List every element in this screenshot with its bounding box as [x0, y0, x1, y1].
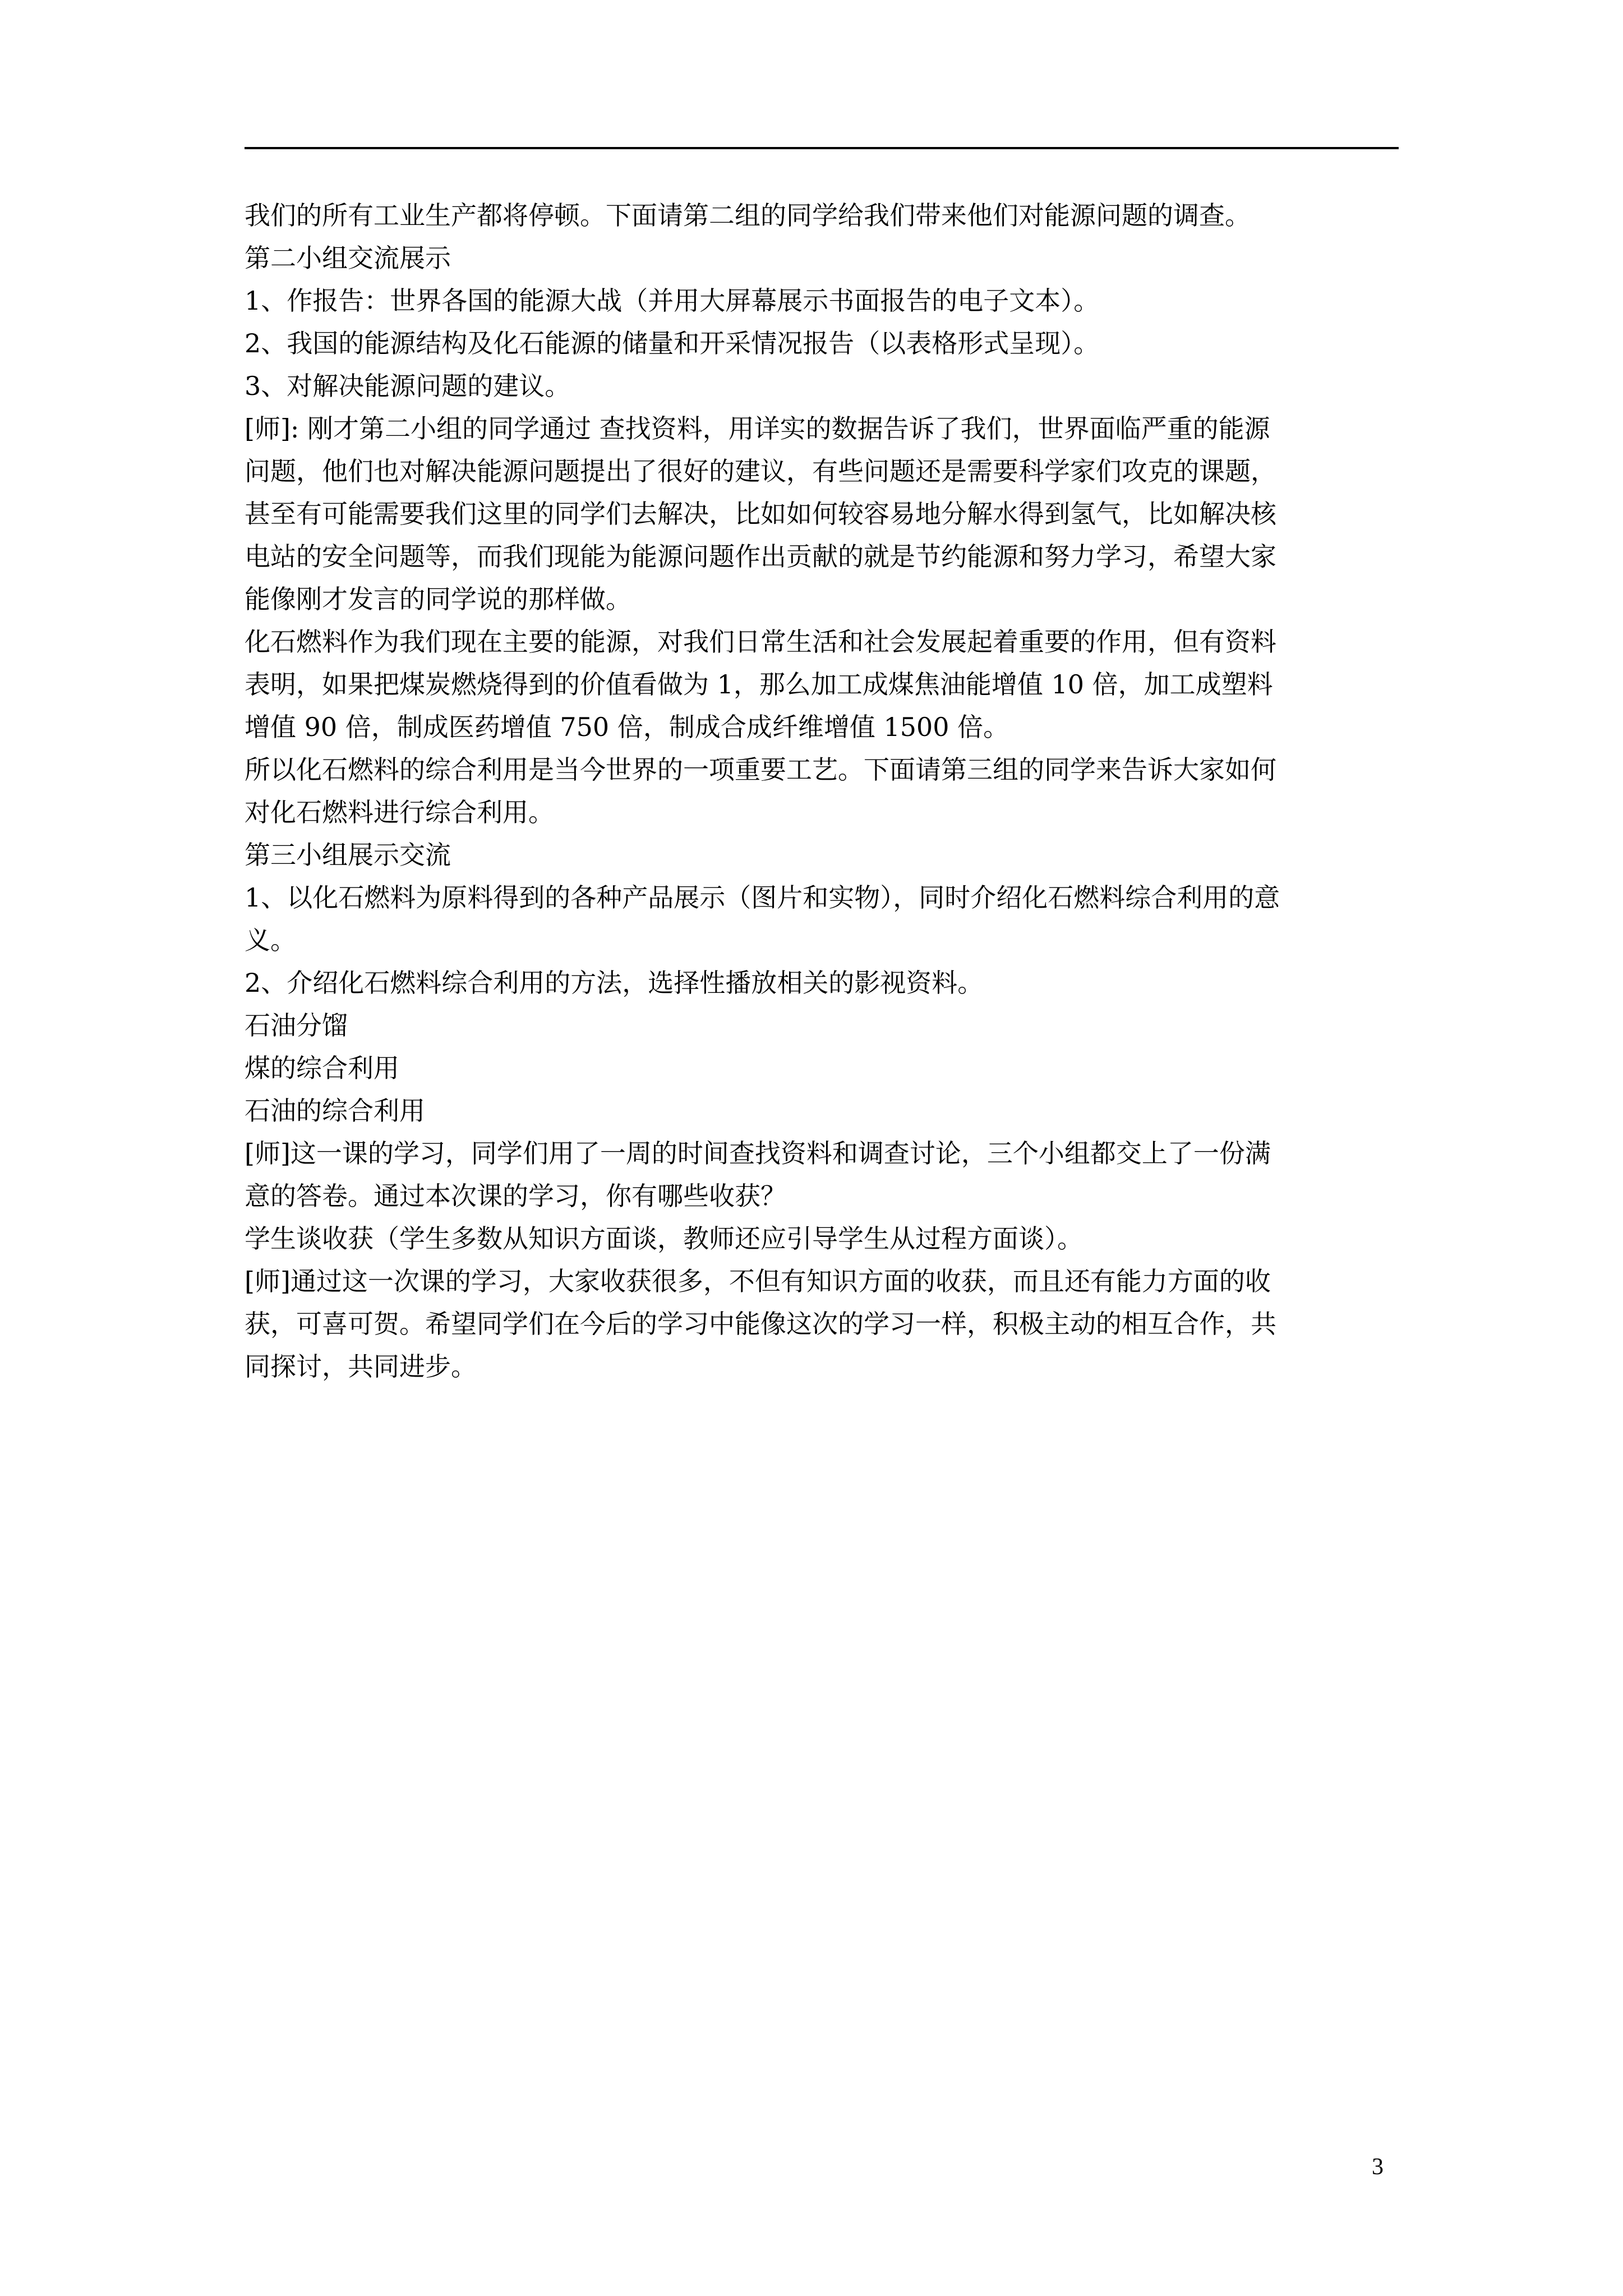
text-line: 能像刚才发言的同学说的那样做。: [245, 584, 631, 614]
text-line: [师]通过这一次课的学习，大家收获很多，不但有知识方面的收获，而且还有能力方面的收: [245, 1266, 1271, 1296]
text-line: 石油分馏: [245, 1010, 348, 1041]
text-line: 学生谈收获（学生多数从知识方面谈，教师还应引导学生从过程方面谈）。: [245, 1223, 1083, 1254]
text-line: 电站的安全问题等，而我们现能为能源问题作出贡献的就是节约能源和努力学习，希望大家: [245, 541, 1276, 572]
text-line: 对化石燃料进行综合利用。: [245, 797, 554, 827]
list-item: 2、介绍化石燃料综合利用的方法，选择性播放相关的影视资料。: [245, 968, 984, 998]
section-heading-group-3: 第三小组展示交流: [245, 840, 451, 870]
text-line: 问题，他们也对解决能源问题提出了很好的建议，有些问题还是需要科学家们攻克的课题，: [245, 456, 1276, 486]
header-rule: [245, 147, 1399, 149]
text-line: 我们的所有工业生产都将停顿。下面请第二组的同学给我们带来他们对能源问题的调查。: [245, 200, 1251, 231]
text-line: 意的答卷。通过本次课的学习，你有哪些收获？: [245, 1181, 786, 1211]
text-line: 煤的综合利用: [245, 1053, 399, 1083]
section-heading-group-2: 第二小组交流展示: [245, 243, 451, 273]
text-line: 化石燃料作为我们现在主要的能源，对我们日常生活和社会发展起着重要的作用，但有资料: [245, 627, 1276, 657]
text-line: 增值 90 倍，制成医药增值 750 倍，制成合成纤维增值 1500 倍。: [245, 712, 1009, 742]
list-item: 1、以化石燃料为原料得到的各种产品展示（图片和实物），同时介绍化石燃料综合利用的意: [245, 882, 1280, 913]
list-item: 3、对解决能源问题的建议。: [245, 371, 571, 401]
text-line: 所以化石燃料的综合利用是当今世界的一项重要工艺。下面请第三组的同学来告诉大家如何: [245, 754, 1276, 785]
text-line: 获，可喜可贺。希望同学们在今后的学习中能像这次的学习一样，积极主动的相互合作，共: [245, 1309, 1276, 1339]
document-body: [245, 194, 1405, 1388]
text-line: [师]: 刚才第二小组的同学通过 查找资料，用详实的数据告诉了我们，世界面临严重的能源: [245, 413, 1270, 444]
text-line: 义。: [245, 925, 296, 955]
text-line: 石油的综合利用: [245, 1096, 425, 1126]
list-item: 1、作报告：世界各国的能源大战（并用大屏幕展示书面报告的电子文本）。: [245, 286, 1100, 316]
text-line: 同探讨，共同进步。: [245, 1351, 477, 1382]
list-item: 2、我国的能源结构及化石能源的储量和开采情况报告（以表格形式呈现）。: [245, 328, 1100, 358]
text-line: [师]这一课的学习，同学们用了一周的时间查找资料和调查讨论，三个小组都交上了一份满: [245, 1138, 1271, 1168]
page-number: 3: [1372, 2154, 1384, 2180]
text-line: 甚至有可能需要我们这里的同学们去解决，比如如何较容易地分解水得到氢气，比如解决核: [245, 499, 1276, 529]
text-line: 表明，如果把煤炭燃烧得到的价值看做为 1，那么加工成煤焦油能增值 10 倍，加工成塑料: [245, 669, 1273, 700]
